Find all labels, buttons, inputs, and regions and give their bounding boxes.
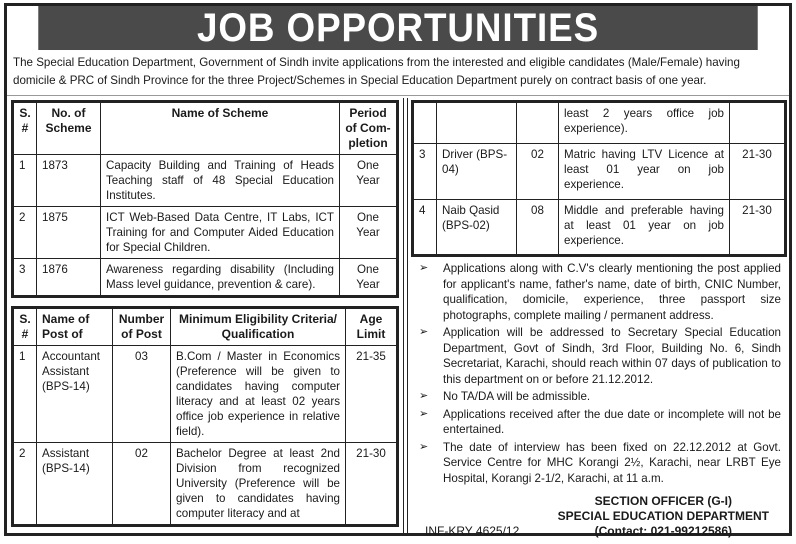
cell-age: 21-30 xyxy=(346,443,398,526)
cell-period: One Year xyxy=(340,155,398,207)
cell-sn: 2 xyxy=(13,443,37,526)
cell-no: 1875 xyxy=(37,207,101,259)
cell-count: 02 xyxy=(517,144,559,200)
cell-name: ICT Web-Based Data Centre, IT Labs, ICT Training for and Computer Aided Education for Special Children. xyxy=(101,207,340,259)
col-header: Age Limit xyxy=(346,308,398,346)
arrow-bullet-icon: ➢ xyxy=(419,390,429,402)
cell-age: 21-35 xyxy=(346,346,398,443)
cell-period: One Year xyxy=(340,207,398,259)
cell-post: Accountant Assistant (BPS-14) xyxy=(37,346,113,443)
cell-sn: 3 xyxy=(13,259,37,297)
cell-name: Capacity Building and Training of Heads Teaching staff of 48 Special Education Institutes. xyxy=(101,155,340,207)
table-row xyxy=(13,259,398,297)
cell-post: Driver (BPS-04) xyxy=(437,144,517,200)
table-row xyxy=(413,144,786,200)
cell-criteria: B.Com / Master in Economics (Preference will be given to candidates having computer literacy and at least 02 years office job experience in relative field). xyxy=(171,346,346,443)
table-header-row xyxy=(13,308,398,346)
signature-block xyxy=(411,488,787,544)
cell-no: 1873 xyxy=(37,155,101,207)
table-row xyxy=(13,443,398,526)
col-header: S. # xyxy=(13,102,37,155)
officer-title: SECTION OFFICER (G-I) xyxy=(594,494,732,508)
page-title: JOB OPPORTUNITIES xyxy=(38,6,757,50)
cell-criteria: Bachelor Degree at least 2nd Division from recognized University (Preference will be given to candidates having computer literacy and at xyxy=(171,443,346,526)
table-row xyxy=(413,200,786,256)
list-item: ➢ Applications received after the due date or incomplete will not be entertained. xyxy=(419,407,781,436)
arrow-bullet-icon: ➢ xyxy=(419,326,429,338)
col-header: S. # xyxy=(13,308,37,346)
cell-criteria: Matric having LTV Licence at least 01 year on job experience. xyxy=(559,144,730,200)
col-header: No. of Scheme xyxy=(37,102,101,155)
cell-age: 21-30 xyxy=(730,144,786,200)
table-row xyxy=(13,207,398,259)
cell-sn xyxy=(413,102,437,144)
content-columns xyxy=(7,98,789,538)
arrow-bullet-icon: ➢ xyxy=(419,262,429,274)
right-column xyxy=(411,100,787,544)
cell-post: Assistant (BPS-14) xyxy=(37,443,113,526)
arrow-bullet-icon: ➢ xyxy=(419,440,429,453)
cell-count: 08 xyxy=(517,200,559,256)
table-header-row xyxy=(13,102,398,155)
col-header: Number of Post xyxy=(113,308,171,346)
schemes-table xyxy=(11,100,399,298)
cell-post: Naib Qasid (BPS-02) xyxy=(437,200,517,256)
cell-sn: 2 xyxy=(13,207,37,259)
cell-criteria: least 2 years office job experience). xyxy=(559,102,730,144)
posts-table xyxy=(11,306,399,527)
table-row xyxy=(13,155,398,207)
table-row xyxy=(413,102,786,144)
advertisement xyxy=(4,3,792,536)
intro-paragraph: The Special Education Department, Government of Sindh invite applications from the interested and eligible candidates (Male/Female) having domicile & PRC of Sindh Province for the three Project/Schemes in Special Education Department purely on contract basis of one year. xyxy=(7,50,789,96)
col-header: Period of Com-pletion xyxy=(340,102,398,155)
cell-post xyxy=(437,102,517,144)
table-row xyxy=(13,346,398,443)
cell-count: 03 xyxy=(113,346,171,443)
list-item: ➢ The date of interview has been fixed on 22.12.2012 at Govt. Service Centre for MHC Korangi 2½, Karachi, near LRBT Eye Hospital, Korangi 2-1/2, Karachi, at 11 a.m. xyxy=(419,440,781,485)
cell-sn: 3 xyxy=(413,144,437,200)
cell-no: 1876 xyxy=(37,259,101,297)
cell-sn: 4 xyxy=(413,200,437,256)
col-header: Name of Scheme xyxy=(101,102,340,155)
list-item: ➢ Application will be addressed to Secretary Special Education Department, Govt of Sindh, 3rd Floor, Building No. 6, Sindh Secretariat, Karachi, should reach within 07 days of publication to this department on or before 21.12.2012. xyxy=(419,326,781,386)
cell-name: Awareness regarding disability (Including Mass level guidance, prevention & care). xyxy=(101,259,340,297)
instructions-list xyxy=(411,257,787,486)
cell-count: 02 xyxy=(113,443,171,526)
cell-criteria: Middle and preferable having at least 01 year on job experience. xyxy=(559,200,730,256)
cell-age: 21-30 xyxy=(730,200,786,256)
cell-period: One Year xyxy=(340,259,398,297)
signatory xyxy=(558,494,769,539)
cell-count xyxy=(517,102,559,144)
col-header: Name of Post of xyxy=(37,308,113,346)
contact-number: (Contact: 021-99212586) xyxy=(594,524,733,538)
list-item: ➢ No TA/DA will be admissible. xyxy=(419,390,591,403)
cell-age xyxy=(730,102,786,144)
list-item: ➢ Applications along with C.V's clearly mentioning the post applied for applicant's name, father's name, date of birth, CNIC Number, qualification, domicile, experience, three passport size photographs, complete mailing / permanent address. xyxy=(419,262,781,322)
reference-code: INF-KRY 4625/12 xyxy=(425,524,520,538)
left-column xyxy=(11,100,399,527)
department-name: SPECIAL EDUCATION DEPARTMENT xyxy=(557,509,769,523)
posts-table-continued xyxy=(411,100,787,257)
arrow-bullet-icon: ➢ xyxy=(419,407,429,420)
cell-sn: 1 xyxy=(13,346,37,443)
cell-sn: 1 xyxy=(13,155,37,207)
column-divider xyxy=(403,98,408,533)
col-header: Minimum Eligibility Criteria/ Qualification xyxy=(171,308,346,346)
